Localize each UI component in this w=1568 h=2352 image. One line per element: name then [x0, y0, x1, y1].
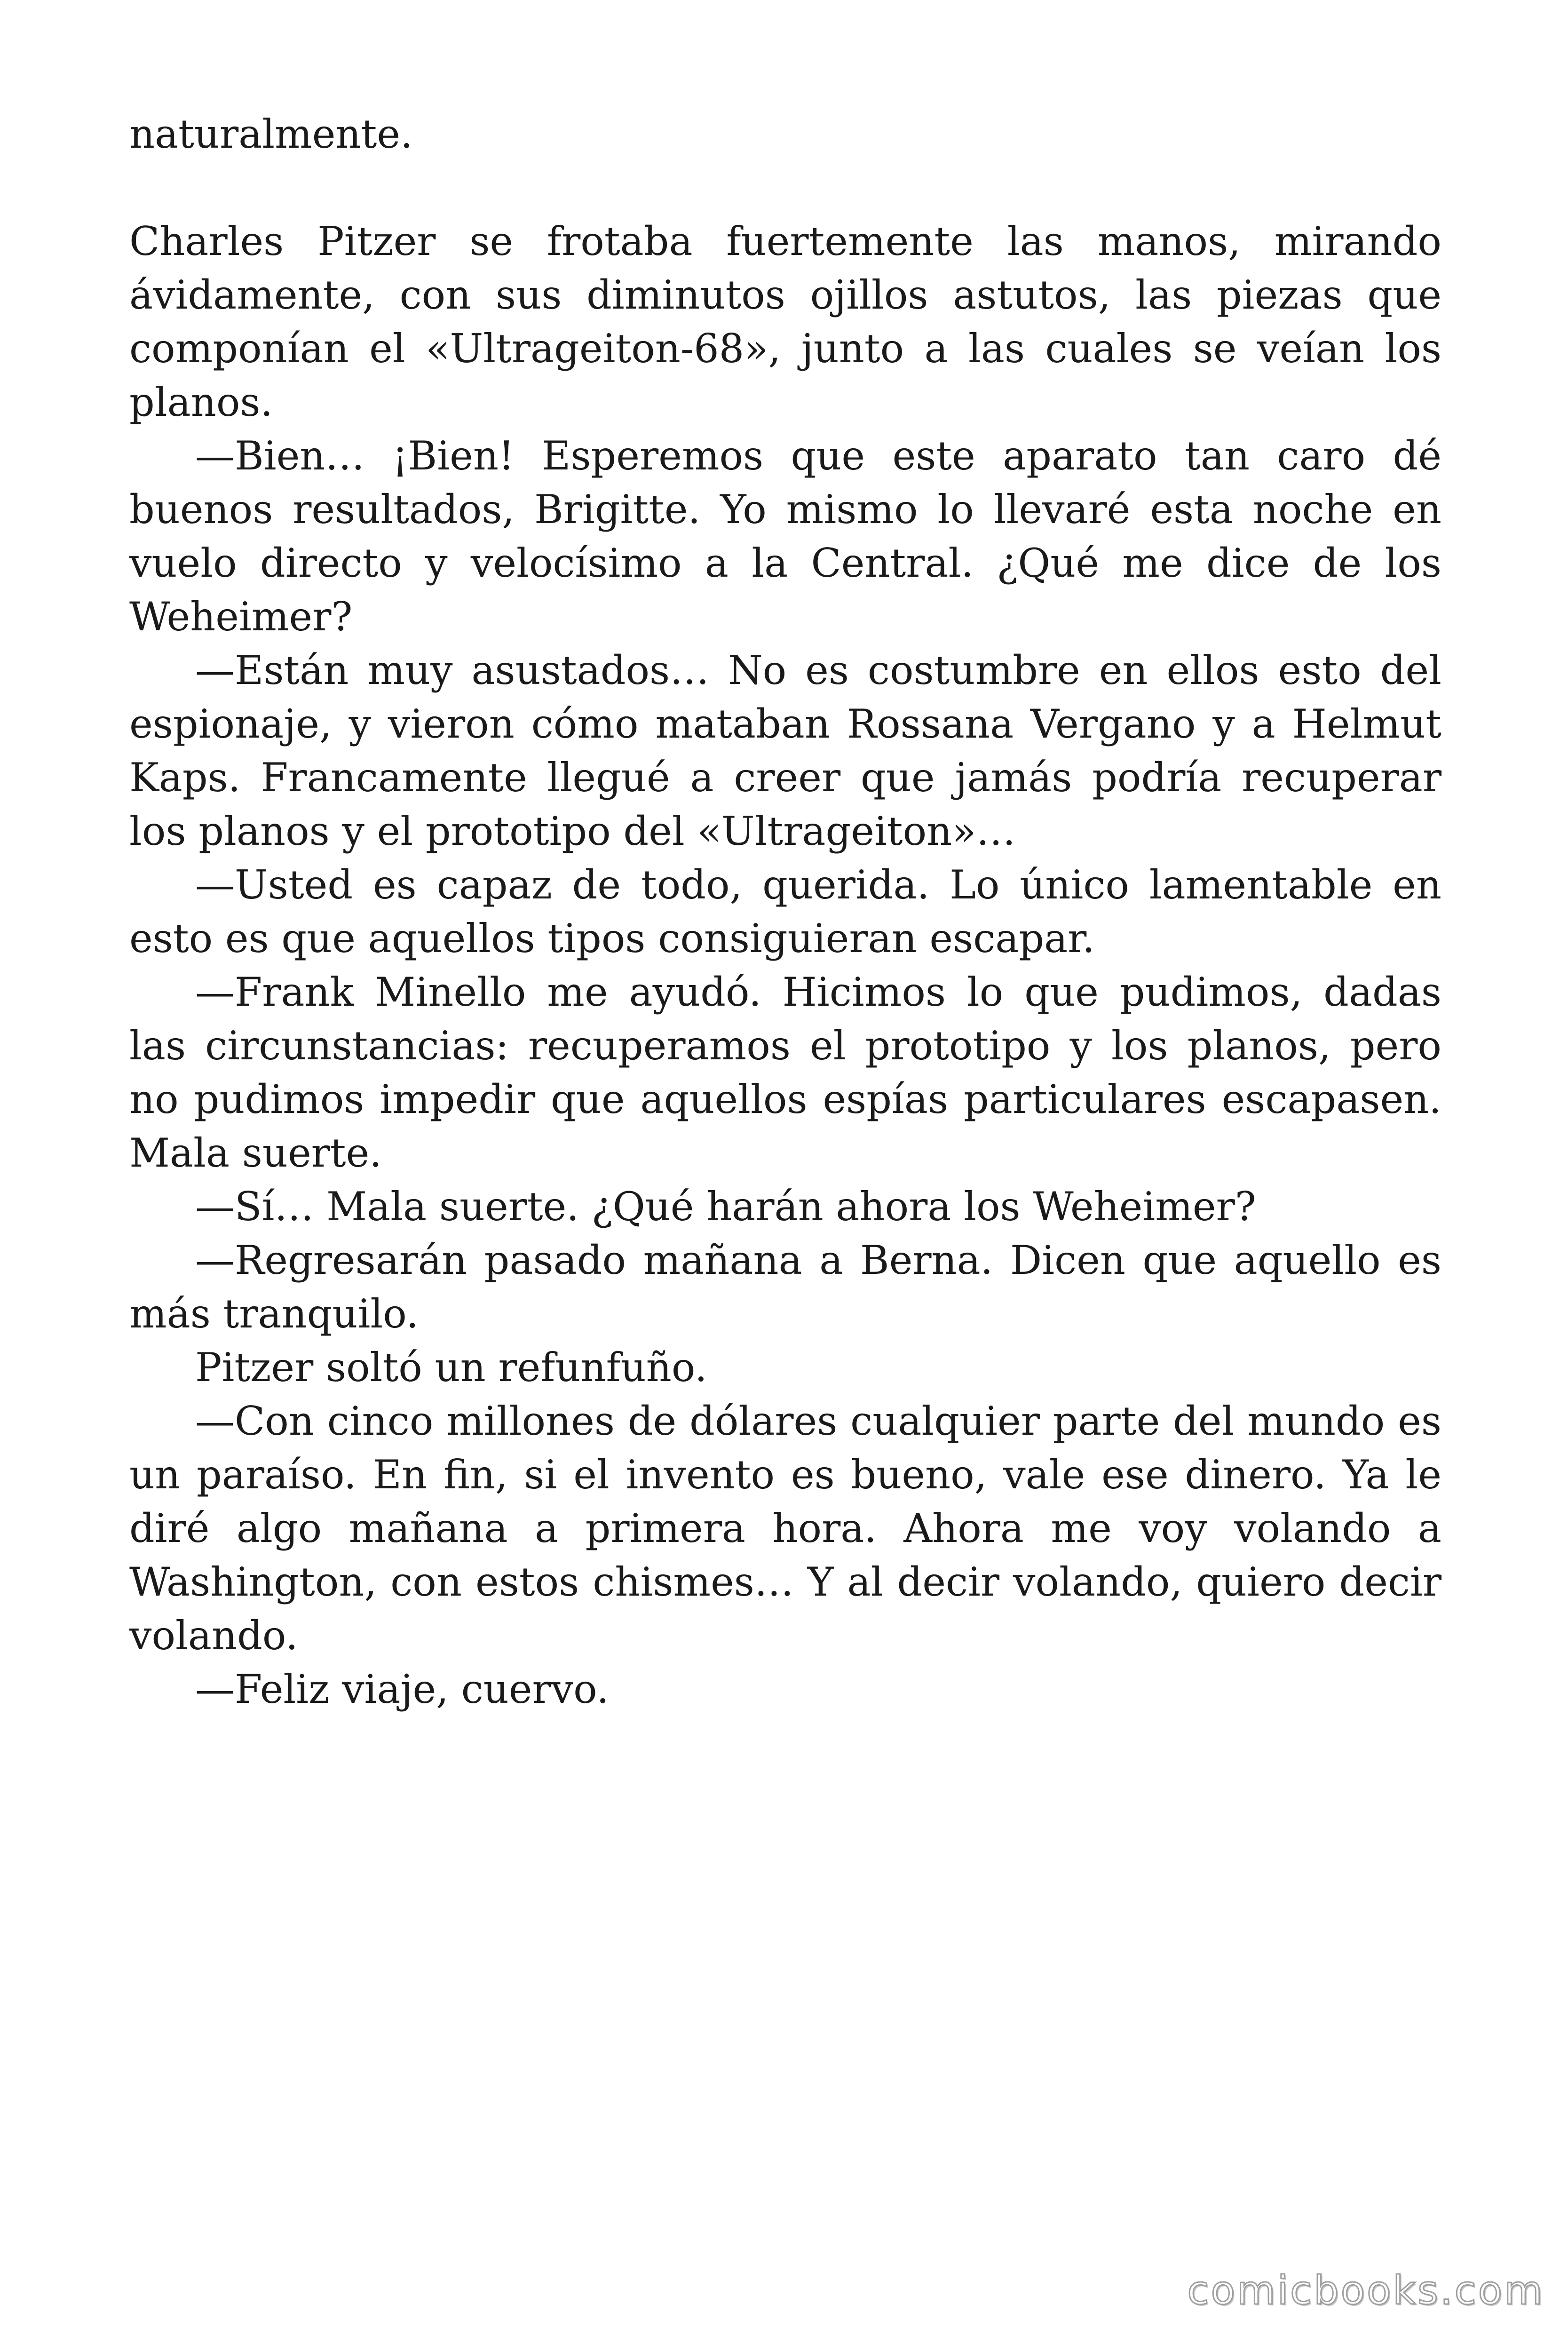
paragraph-2: Charles Pitzer se frotaba fuertemente las manos, mirando ávidamente, con sus diminutos ojillos astutos, las piezas que componían el «Ultrageiton-68», junto a las cuales se veían los planos.	[129, 218, 1441, 425]
paragraph-4: —Están muy asustados… No es costumbre en ellos esto del espionaje, y vieron cómo mataban Rossana Vergano y a Helmut Kaps. Francamente llegué a creer que jamás podría recuperar los planos y el prototipo del «Ultrageiton»…	[129, 647, 1441, 854]
paragraph-11: —Feliz viaje, cuervo.	[195, 1666, 609, 1712]
paragraph-6: —Frank Minello me ayudó. Hicimos lo que pudimos, dadas las circunstancias: recuperamos el prototipo y los planos, pero no pudimos impedir que aquellos espías particulares escapasen. Mala suerte.	[129, 969, 1441, 1176]
paragraph-3: —Bien… ¡Bien! Esperemos que este aparato tan caro dé buenos resultados, Brigitte. Yo mismo lo llevaré esta noche en vuelo directo y velocísimo a la Central. ¿Qué me dice de los Weheimer?	[129, 433, 1441, 640]
paragraph-10: —Con cinco millones de dólares cualquier parte del mundo es un paraíso. En fin, si el invento es bueno, vale ese dinero. Ya le diré algo mañana a primera hora. Ahora me voy volando a Washington, con estos chismes… Y al decir volando, quiero decir volando.	[129, 1398, 1441, 1659]
paragraph-5: —Usted es capaz de todo, querida. Lo único lamentable en esto es que aquellos tipos consiguieran escapar.	[129, 862, 1441, 961]
paragraph-7: —Sí… Mala suerte. ¿Qué harán ahora los Weheimer?	[195, 1184, 1256, 1230]
paragraph-9: Pitzer soltó un refunfuño.	[195, 1344, 707, 1391]
page-text-body	[129, 107, 1441, 1716]
paragraph-1: naturalmente.	[129, 111, 413, 157]
watermark-logo: comicbooks.com	[1187, 2267, 1544, 2313]
paragraph-8: —Regresarán pasado mañana a Berna. Dicen que aquello es más tranquilo.	[129, 1237, 1441, 1337]
